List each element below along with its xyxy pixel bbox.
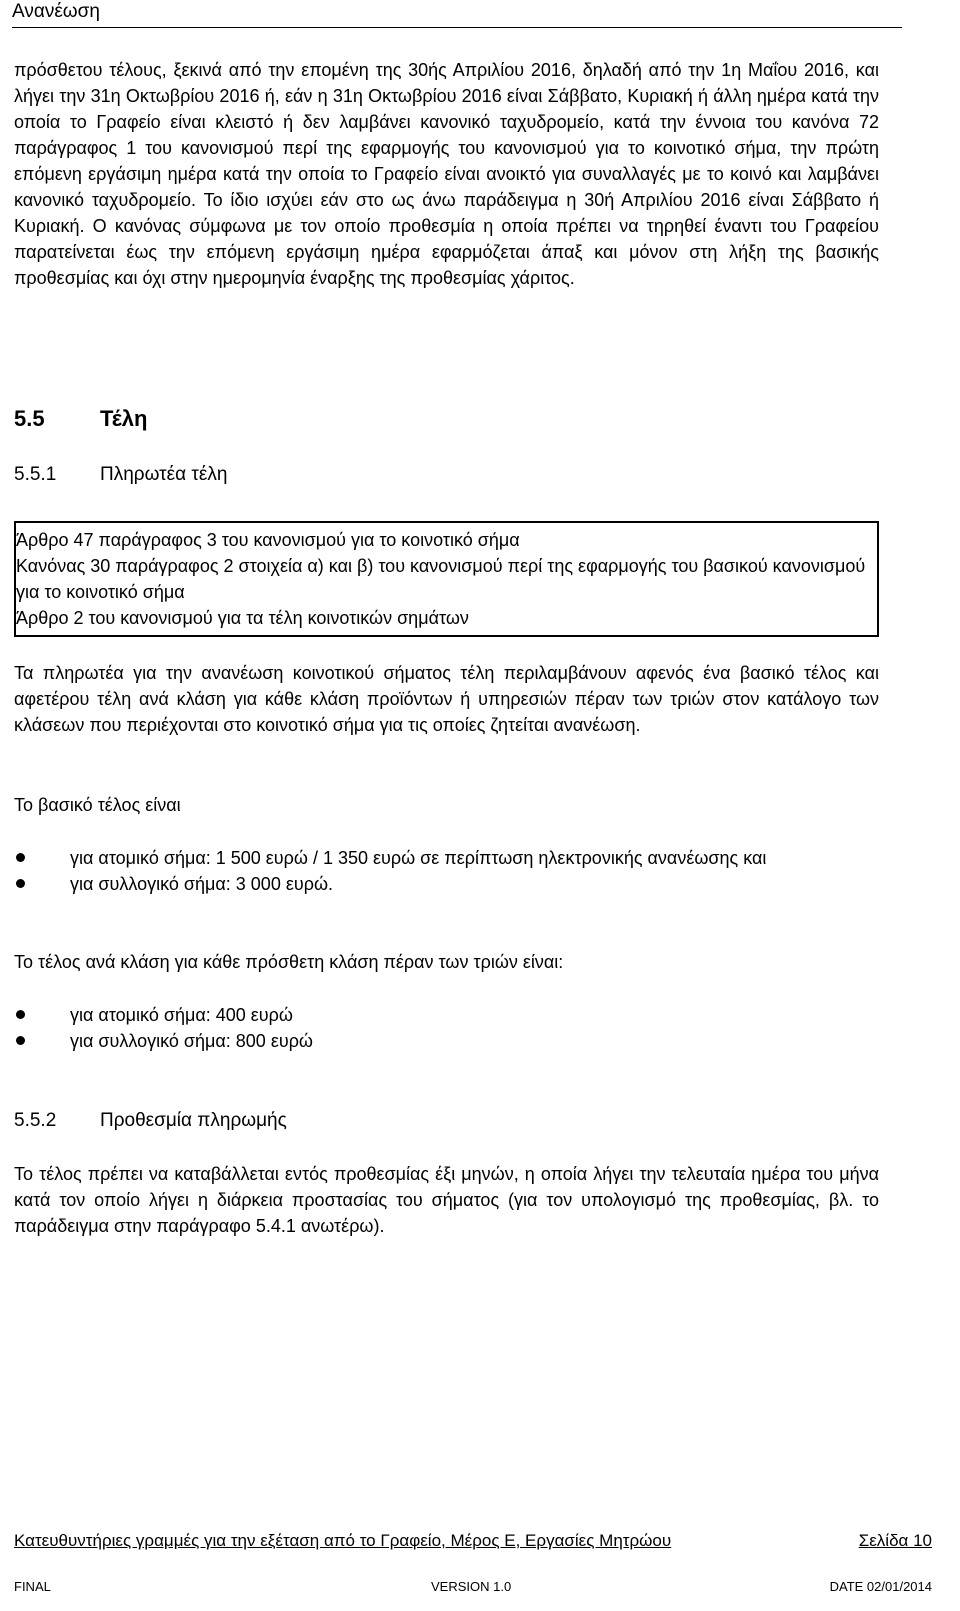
legal-reference-line: Άρθρο 2 του κανονισμού για τα τέλη κοινοτικών σημάτων [16,608,469,628]
page-number: Σελίδα 10 [858,1531,932,1550]
list-item: για ατομικό σήμα: 1 500 ευρώ / 1 350 ευρώ σε περίπτωση ηλεκτρονικής ανανέωσης και [14,845,879,871]
subsection-title-2: Προθεσμία πληρωμής [100,1110,287,1131]
footer-status: FINAL [14,1579,51,1594]
section-number: 5.5 [14,406,45,431]
subsection-heading-2 [14,1108,287,1134]
page-header [12,0,902,28]
bullet-icon [16,1010,25,1019]
bullet-icon [16,853,25,862]
list-item: για ατομικό σήμα: 400 ευρώ [14,1002,879,1028]
footer-date: DATE 02/01/2014 [829,1579,932,1594]
legal-reference-box [14,521,879,637]
list-item: για συλλογικό σήμα: 3 000 ευρώ. [14,871,879,897]
legal-reference-line: Κανόνας 30 παράγραφος 2 στοιχεία α) και β) του κανονισμού περί της εφαρμογής του βασικού κανονισμού για το κοινοτικό σήμα [16,556,866,602]
intro-paragraph: πρόσθετου τέλους, ξεκινά από την επομένη της 30ής Απριλίου 2016, δηλαδή από την 1η Μαΐου 2016, και λήγει την 31η Οκτωβρίου 2016 ή, εάν η 31η Οκτωβρίου 2016 είναι Σάββατο, Κυριακή ή άλλη ημέρα κατά την οποία το Γραφείο είναι κλειστό ή δεν λαμβάνει κανονικό ταχυδρομείο, κατά την έννοια του κανόνα 72 παράγραφος 1 του κανονισμού περί της εφαρμογής του κανονισμού για το κοινοτικό σήμα, την πρώτη επόμενη εργάσιμη ημέρα κατά την οποία το Γραφείο είναι ανοικτό για συναλλαγές με το κοινό και λαμβάνει κανονικό ταχυδρομείο. Το ίδιο ισχύει εάν στο ως άνω παράδειγμα η 30ή Απριλίου 2016 είναι Σάββατο ή Κυριακή. Ο κανόνας σύμφωνα με τον οποίο προθεσμία η οποία πρέπει να τηρηθεί έναντι του Γραφείου παρατείνεται έως την επόμενη εργάσιμη ημέρα εφαρμόζεται άπαξ και μόνον στη λήξη της βασικής προθεσμίας και όχι στην ημερομηνία έναρξης της προθεσμίας χάριτος. [14,60,879,288]
legal-reference-line: Άρθρο 47 παράγραφος 3 του κανονισμού για το κοινοτικό σήμα [16,530,520,550]
footer-guidelines: Κατευθυντήριες γραμμές για την εξέταση από το Γραφείο, Μέρος Ε, Εργασίες Μητρώου [14,1531,672,1550]
deadline-paragraph: Το τέλος πρέπει να καταβάλλεται εντός προθεσμίας έξι μηνών, η οποία λήγει την τελευταία ημέρα του μήνα κατά τον οποίο λήγει η διάρκεια προστασίας του σήματος (για τον υπολογισμό της προθεσμίας, βλ. το παράδειγμα στην παράγραφο 5.4.1 ανωτέρω). [14,1164,879,1236]
class-fee-list [14,1002,879,1054]
subsection-number-1: 5.5.1 [14,464,57,485]
section-title: Τέλη [100,406,148,431]
bullet-icon [16,879,25,888]
document-body [14,57,879,1236]
section-heading [14,405,147,433]
basic-fee-list [14,845,879,897]
list-item: για συλλογικό σήμα: 800 ευρώ [14,1028,879,1054]
subsection-heading-1 [14,462,227,488]
fees-paragraph: Τα πληρωτέα για την ανανέωση κοινοτικού σήματος τέλη περιλαμβάνουν αφενός ένα βασικό τέλος και αφετέρου τέλη ανά κλάση για κάθε κλάση προϊόντων ή υπηρεσιών πέραν των τριών στον κατάλογο των κλάσεων που περιέχονται στο κοινοτικό σήμα για τις οποίες ζητείται ανανέωση. [14,663,879,735]
subsection-title-1: Πληρωτέα τέλη [100,464,228,485]
header-title: Ανανέωση [12,1,100,22]
class-fee-intro: Το τέλος ανά κλάση για κάθε πρόσθετη κλάση πέραν των τριών είναι: [14,952,564,972]
footer-version: VERSION 1.0 [431,1579,512,1594]
bullet-icon [16,1036,25,1045]
basic-fee-intro: Το βασικό τέλος είναι [14,795,181,815]
subsection-number-2: 5.5.2 [14,1110,57,1131]
